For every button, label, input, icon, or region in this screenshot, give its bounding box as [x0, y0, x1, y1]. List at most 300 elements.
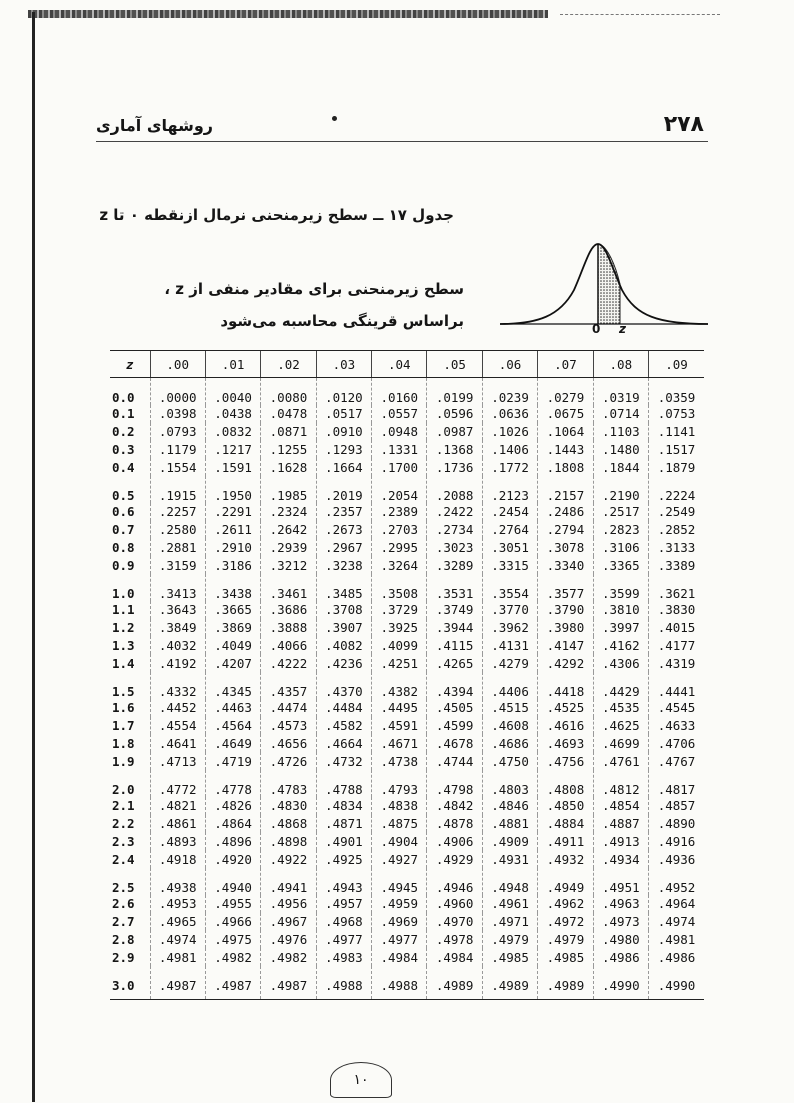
area-value: .4963 [593, 895, 648, 913]
area-value: .4990 [593, 966, 648, 999]
area-value: .4974 [649, 913, 704, 931]
z-value: 1.2 [112, 619, 135, 635]
area-value: .2257 [150, 503, 205, 521]
row-group [110, 672, 704, 770]
table-row [110, 672, 704, 699]
area-value: .4986 [593, 948, 648, 966]
area-value: .2611 [205, 521, 260, 539]
area-value: .4756 [538, 752, 593, 770]
area-value: .1026 [482, 423, 537, 441]
area-value: .4554 [150, 717, 205, 735]
area-value: .2517 [593, 503, 648, 521]
area-value: .4854 [593, 797, 648, 815]
area-value: .0636 [482, 405, 537, 423]
area-value: .0000 [150, 378, 205, 405]
area-value: .4357 [261, 672, 316, 699]
area-value: .2486 [538, 503, 593, 521]
area-value: .3810 [593, 601, 648, 619]
area-value: .4732 [316, 752, 371, 770]
area-value: .4922 [261, 850, 316, 868]
table-row [110, 948, 704, 966]
area-value: .4975 [205, 930, 260, 948]
column-header-z: z [110, 351, 150, 378]
area-value: .4896 [205, 832, 260, 850]
area-value: .0438 [205, 405, 260, 423]
area-value: .1480 [593, 440, 648, 458]
axis-label-zero: 0 [592, 322, 601, 336]
area-value: .4962 [538, 895, 593, 913]
area-value: .4978 [427, 930, 482, 948]
area-value: .1517 [649, 440, 704, 458]
z-value: 0.3 [112, 441, 135, 457]
area-value: .4719 [205, 752, 260, 770]
area-value: .4988 [372, 966, 427, 999]
area-value: .4803 [482, 770, 537, 797]
area-value: .4970 [427, 913, 482, 931]
area-value: .1772 [482, 458, 537, 476]
table-row [110, 930, 704, 948]
area-value: .2852 [649, 521, 704, 539]
area-value: .3023 [427, 538, 482, 556]
area-value: .4783 [261, 770, 316, 797]
area-value: .4599 [427, 717, 482, 735]
area-value: .4920 [205, 850, 260, 868]
area-value: .2673 [316, 521, 371, 539]
area-value: .2190 [593, 476, 648, 503]
area-value: .4306 [593, 654, 648, 672]
z-value: 2.3 [112, 833, 135, 849]
area-value: .4977 [372, 930, 427, 948]
area-value: .3962 [482, 619, 537, 637]
z-value: 0.1 [112, 406, 135, 422]
area-value: .4671 [372, 734, 427, 752]
area-value: .4633 [649, 717, 704, 735]
area-value: .4830 [261, 797, 316, 815]
area-value: .1915 [150, 476, 205, 503]
column-header: .06 [482, 351, 537, 378]
area-value: .2054 [372, 476, 427, 503]
area-value: .3708 [316, 601, 371, 619]
area-value: .3508 [372, 574, 427, 601]
area-value: .4967 [261, 913, 316, 931]
area-value: .4616 [538, 717, 593, 735]
area-value: .3997 [593, 619, 648, 637]
area-value: .2549 [649, 503, 704, 521]
area-value: .4974 [150, 930, 205, 948]
area-value: .4977 [316, 930, 371, 948]
area-value: .4968 [316, 913, 371, 931]
table-row [110, 770, 704, 797]
area-value: .4131 [482, 636, 537, 654]
z-value: 0.9 [112, 557, 135, 573]
area-value: .4857 [649, 797, 704, 815]
area-value: .4957 [316, 895, 371, 913]
table-title: جدول ۱۷ ــ سطح زیرمنحنی نرمال ازنقطه ۰ تا z [99, 206, 454, 224]
area-value: .1736 [427, 458, 482, 476]
area-value: .0557 [372, 405, 427, 423]
table-row [110, 797, 704, 815]
area-value: .1844 [593, 458, 648, 476]
area-value: .4608 [482, 717, 537, 735]
z-value: 0.2 [112, 423, 135, 439]
area-value: .1628 [261, 458, 316, 476]
z-value: 1.7 [112, 717, 135, 733]
area-value: .1406 [482, 440, 537, 458]
area-value: .2823 [593, 521, 648, 539]
area-value: .4251 [372, 654, 427, 672]
z-value: 2.5 [112, 879, 135, 895]
table-row [110, 476, 704, 503]
table-row [110, 423, 704, 441]
area-value: .4871 [316, 815, 371, 833]
area-value: .4987 [261, 966, 316, 999]
area-value: .3438 [205, 574, 260, 601]
z-value: 0.0 [112, 389, 135, 405]
area-value: .0910 [316, 423, 371, 441]
z-value: 1.3 [112, 637, 135, 653]
page-number: ۲۷۸ [663, 112, 704, 137]
z-value: 2.4 [112, 851, 135, 867]
area-value: .3643 [150, 601, 205, 619]
area-value: .1700 [372, 458, 427, 476]
area-value: .4798 [427, 770, 482, 797]
z-value: 2.1 [112, 798, 135, 814]
area-value: .0239 [482, 378, 537, 405]
area-value: .3365 [593, 556, 648, 574]
area-value: .4931 [482, 850, 537, 868]
area-value: .4525 [538, 699, 593, 717]
area-value: .4989 [538, 966, 593, 999]
table-row [110, 503, 704, 521]
row-group [110, 770, 704, 868]
area-value: .2389 [372, 503, 427, 521]
area-value: .2019 [316, 476, 371, 503]
area-value: .4738 [372, 752, 427, 770]
area-value: .4940 [205, 868, 260, 895]
area-value: .4960 [427, 895, 482, 913]
area-value: .4941 [261, 868, 316, 895]
area-value: .4495 [372, 699, 427, 717]
running-head: روشهای آماری [96, 116, 213, 135]
area-value: .2324 [261, 503, 316, 521]
area-value: .4893 [150, 832, 205, 850]
area-value: .3599 [593, 574, 648, 601]
axis-label-z: z [619, 322, 626, 336]
row-group [110, 574, 704, 672]
area-value: .4394 [427, 672, 482, 699]
area-value: .4846 [482, 797, 537, 815]
area-value: .4959 [372, 895, 427, 913]
area-value: .4988 [316, 966, 371, 999]
area-value: .4808 [538, 770, 593, 797]
area-value: .4964 [649, 895, 704, 913]
area-value: .3621 [649, 574, 704, 601]
area-value: .4850 [538, 797, 593, 815]
area-value: .2995 [372, 538, 427, 556]
area-value: .3790 [538, 601, 593, 619]
area-value: .2764 [482, 521, 537, 539]
area-value: .1141 [649, 423, 704, 441]
area-value: .3925 [372, 619, 427, 637]
area-value: .4207 [205, 654, 260, 672]
area-value: .4943 [316, 868, 371, 895]
area-value: .1331 [372, 440, 427, 458]
area-value: .4906 [427, 832, 482, 850]
area-value: .4842 [427, 797, 482, 815]
area-value: .4938 [150, 868, 205, 895]
area-value: .4474 [261, 699, 316, 717]
area-value: .0319 [593, 378, 648, 405]
area-value: .1255 [261, 440, 316, 458]
area-value: .4989 [482, 966, 537, 999]
table-row [110, 752, 704, 770]
area-value: .1879 [649, 458, 704, 476]
area-value: .2734 [427, 521, 482, 539]
table-row [110, 966, 704, 999]
area-value: .4929 [427, 850, 482, 868]
z-value: 2.9 [112, 949, 135, 965]
table-row [110, 619, 704, 637]
area-value: .4890 [649, 815, 704, 833]
z-value: 2.2 [112, 815, 135, 831]
area-value: .4032 [150, 636, 205, 654]
area-value: .3264 [372, 556, 427, 574]
table-row [110, 850, 704, 868]
area-value: .1591 [205, 458, 260, 476]
area-value: .2967 [316, 538, 371, 556]
area-value: .3413 [150, 574, 205, 601]
area-value: .3531 [427, 574, 482, 601]
area-value: .4463 [205, 699, 260, 717]
area-value: .3770 [482, 601, 537, 619]
area-value: .0753 [649, 405, 704, 423]
area-value: .4664 [316, 734, 371, 752]
area-value: .4573 [261, 717, 316, 735]
area-value: .3485 [316, 574, 371, 601]
z-value: 2.7 [112, 913, 135, 929]
area-value: .4441 [649, 672, 704, 699]
area-value: .3315 [482, 556, 537, 574]
footer-mark: ۱۰ [330, 1062, 392, 1098]
column-header: .01 [205, 351, 260, 378]
area-value: .0793 [150, 423, 205, 441]
area-value: .4953 [150, 895, 205, 913]
area-value: .0398 [150, 405, 205, 423]
area-value: .4821 [150, 797, 205, 815]
column-header: .03 [316, 351, 371, 378]
area-value: .4649 [205, 734, 260, 752]
area-value: .4946 [427, 868, 482, 895]
area-value: .4115 [427, 636, 482, 654]
area-value: .0080 [261, 378, 316, 405]
z-value: 1.1 [112, 602, 135, 618]
area-value: .4066 [261, 636, 316, 654]
area-value: .4918 [150, 850, 205, 868]
area-value: .4984 [427, 948, 482, 966]
area-value: .3554 [482, 574, 537, 601]
area-value: .0160 [372, 378, 427, 405]
area-value: .3888 [261, 619, 316, 637]
area-value: .3665 [205, 601, 260, 619]
area-value: .3389 [649, 556, 704, 574]
column-header: .00 [150, 351, 205, 378]
area-value: .4686 [482, 734, 537, 752]
area-value: .4406 [482, 672, 537, 699]
area-value: .1554 [150, 458, 205, 476]
area-value: .4982 [261, 948, 316, 966]
area-value: .3106 [593, 538, 648, 556]
area-value: .4981 [649, 930, 704, 948]
area-value: .1064 [538, 423, 593, 441]
area-value: .3238 [316, 556, 371, 574]
area-value: .0987 [427, 423, 482, 441]
area-value: .4981 [150, 948, 205, 966]
area-value: .4292 [538, 654, 593, 672]
area-value: .2454 [482, 503, 537, 521]
z-value: 0.8 [112, 539, 135, 555]
area-value: .4948 [482, 868, 537, 895]
area-value: .4788 [316, 770, 371, 797]
area-value: .4936 [649, 850, 704, 868]
area-value: .0359 [649, 378, 704, 405]
area-value: .4987 [205, 966, 260, 999]
area-value: .4625 [593, 717, 648, 735]
z-value: 1.4 [112, 655, 135, 671]
stray-dot [332, 116, 337, 121]
area-value: .4015 [649, 619, 704, 637]
normal-curve-figure [498, 232, 710, 342]
area-value: .4812 [593, 770, 648, 797]
area-value: .3340 [538, 556, 593, 574]
area-value: .4726 [261, 752, 316, 770]
area-value: .3686 [261, 601, 316, 619]
table-row [110, 895, 704, 913]
table-row [110, 440, 704, 458]
area-value: .4861 [150, 815, 205, 833]
area-value: .4990 [649, 966, 704, 999]
area-value: .4972 [538, 913, 593, 931]
area-value: .4370 [316, 672, 371, 699]
row-group [110, 476, 704, 574]
scan-top-edge [28, 10, 548, 18]
area-value: .2580 [150, 521, 205, 539]
area-value: .2422 [427, 503, 482, 521]
area-value: .3289 [427, 556, 482, 574]
scan-top-dash [560, 14, 720, 15]
table-row [110, 654, 704, 672]
symmetry-note-line-1: سطح زیرمنحنی برای مقادیر منفی از z ، [164, 280, 464, 298]
area-value: .4909 [482, 832, 537, 850]
z-value: 1.8 [112, 735, 135, 751]
area-value: .0279 [538, 378, 593, 405]
area-value: .4452 [150, 699, 205, 717]
area-value: .4591 [372, 717, 427, 735]
area-value: .4951 [593, 868, 648, 895]
area-value: .4699 [593, 734, 648, 752]
area-value: .4934 [593, 850, 648, 868]
area-value: .4778 [205, 770, 260, 797]
area-value: .4545 [649, 699, 704, 717]
area-value: .4875 [372, 815, 427, 833]
area-value: .4265 [427, 654, 482, 672]
area-value: .4222 [261, 654, 316, 672]
area-value: .0714 [593, 405, 648, 423]
area-value: .3849 [150, 619, 205, 637]
area-value: .4965 [150, 913, 205, 931]
area-value: .4911 [538, 832, 593, 850]
area-value: .0596 [427, 405, 482, 423]
area-value: .2291 [205, 503, 260, 521]
z-value: 1.0 [112, 585, 135, 601]
area-value: .4898 [261, 832, 316, 850]
area-value: .4049 [205, 636, 260, 654]
area-value: .3907 [316, 619, 371, 637]
z-value: 2.6 [112, 896, 135, 912]
area-value: .3577 [538, 574, 593, 601]
area-value: .4772 [150, 770, 205, 797]
area-value: .0478 [261, 405, 316, 423]
area-value: .2357 [316, 503, 371, 521]
row-group [110, 966, 704, 999]
area-value: .4678 [427, 734, 482, 752]
area-value: .3212 [261, 556, 316, 574]
z-value: 1.6 [112, 700, 135, 716]
area-value: .3133 [649, 538, 704, 556]
area-value: .2088 [427, 476, 482, 503]
area-value: .3051 [482, 538, 537, 556]
table-row [110, 538, 704, 556]
area-value: .4418 [538, 672, 593, 699]
z-value: 2.0 [112, 781, 135, 797]
area-value: .4955 [205, 895, 260, 913]
area-value: .4887 [593, 815, 648, 833]
area-value: .3078 [538, 538, 593, 556]
area-value: .4656 [261, 734, 316, 752]
area-value: .4925 [316, 850, 371, 868]
area-value: .4693 [538, 734, 593, 752]
area-value: .4973 [593, 913, 648, 931]
area-value: .2939 [261, 538, 316, 556]
area-value: .0040 [205, 378, 260, 405]
area-value: .4881 [482, 815, 537, 833]
area-value: .2642 [261, 521, 316, 539]
area-value: .4429 [593, 672, 648, 699]
area-value: .4236 [316, 654, 371, 672]
area-value: .4949 [538, 868, 593, 895]
table-row [110, 815, 704, 833]
area-value: .4979 [538, 930, 593, 948]
area-value: .3729 [372, 601, 427, 619]
normal-area-table [110, 350, 704, 1000]
area-value: .4706 [649, 734, 704, 752]
area-value: .3186 [205, 556, 260, 574]
area-value: .3830 [649, 601, 704, 619]
area-value: .4985 [482, 948, 537, 966]
area-value: .4147 [538, 636, 593, 654]
area-value: .2703 [372, 521, 427, 539]
area-value: .4767 [649, 752, 704, 770]
z-value: 3.0 [110, 966, 150, 999]
area-value: .0948 [372, 423, 427, 441]
area-value: .0120 [316, 378, 371, 405]
area-value: .4099 [372, 636, 427, 654]
column-header: .09 [649, 351, 704, 378]
area-value: .4945 [372, 868, 427, 895]
area-value: .4177 [649, 636, 704, 654]
column-header: .08 [593, 351, 648, 378]
area-value: .4713 [150, 752, 205, 770]
table-row [110, 868, 704, 895]
